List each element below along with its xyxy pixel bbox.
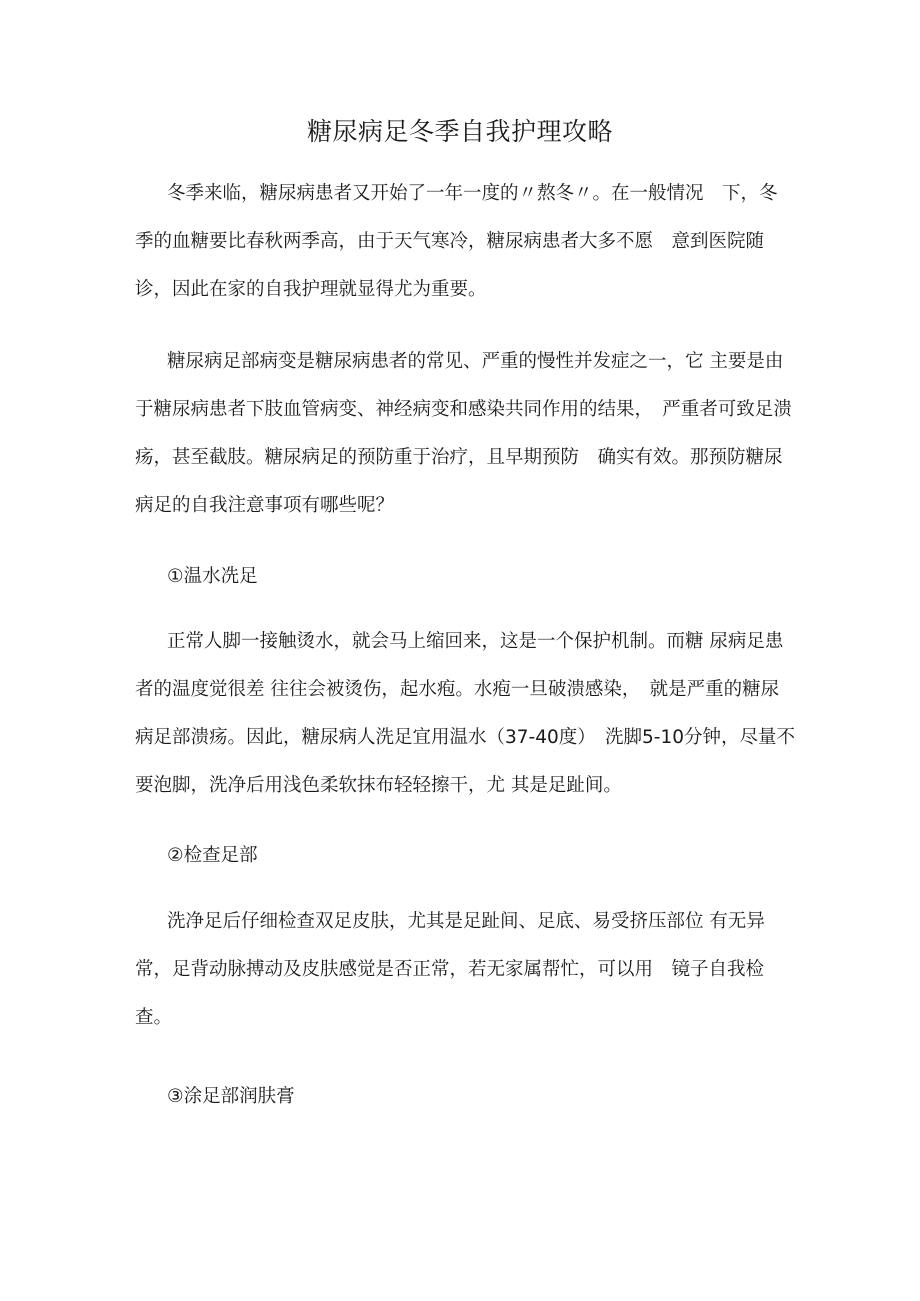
document-title: 糖尿病足冬季自我护理攻略 [306,117,613,146]
overview-paragraph: 糖尿病足部病变是糖尿病患者的常见、严重的慢性并发症之一，它 主要是由于糖尿病患者下肢血管病变、神经病变和感染共同作用的结果， 严重者可致足溃疡，甚至截肢。糖尿病足的预防重于治疗，且早期预防 确实有效。那预防糖尿病足的自我注意事项有哪些呢？ [135,351,792,516]
check-paragraph: 洗净足后仔细检查双足皮肤，尤其是足趾间、足底、易受挤压部位 有无异常，足背动脉搏动及皮肤感觉是否正常，若无家属帮忙，可以用 镜子自我检查。 [135,911,765,1028]
section-heading-check: ②检查足部 [167,845,258,866]
intro-paragraph: 冬季来临，糖尿病患者又开始了一年一度的〃熬冬〃。在一般情况 下，冬季的血糖要比春秋两季高，由于天气寒冷，糖尿病患者大多不愿 意到医院随诊，因此在家的自我护理就显得尤为重要。 [135,183,778,300]
wash-paragraph: 正常人脚一接触烫水，就会马上缩回来，这是一个保护机制。而糖 尿病足患者的温度觉很差 往往会被烫伤，起水疱。水疱一旦破溃感染， 就是严重的糖尿病足部溃疡。因此，糖尿病人洗足宜用温水（37-40度） 洗脚5-10分钟，尽量不要泡脚，洗净后用浅色柔软抹布轻轻擦干，尤 其是足趾间。 [135,631,795,796]
section-heading-moisturize: ③涂足部润肤膏 [167,1086,295,1107]
section-heading-wash: ①温水冼足 [167,566,258,587]
